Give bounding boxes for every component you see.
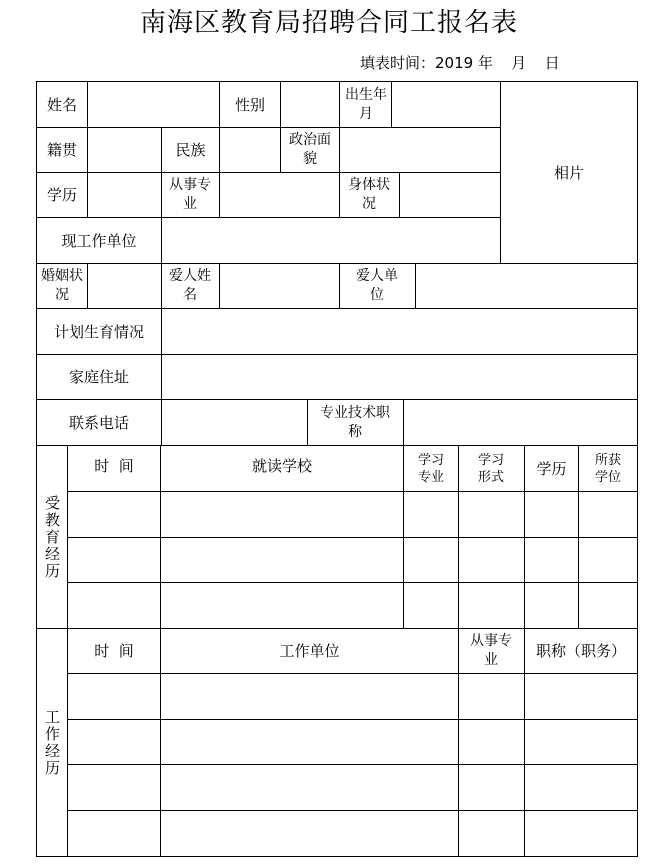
label-marital-status: 婚姻状况	[41, 268, 83, 303]
input-phone[interactable]	[162, 400, 307, 445]
edu-header-degree: 所获学位	[594, 452, 621, 485]
input-name[interactable]	[88, 82, 219, 127]
input-spouse-name[interactable]	[220, 264, 339, 308]
label-name: 姓名	[46, 95, 77, 114]
label-major-engaged: 从事专业	[169, 177, 211, 212]
edu-header-major: 学习专业	[417, 452, 444, 485]
edu-header-time: 时 间	[94, 457, 134, 475]
input-native-place[interactable]	[88, 128, 161, 172]
input-major-engaged[interactable]	[220, 173, 339, 217]
label-ethnicity: 民族	[175, 141, 206, 159]
education-section-label	[37, 446, 67, 628]
label-native-place: 籍贯	[46, 141, 77, 159]
edu-row-1[interactable]	[68, 492, 637, 537]
work-section-label	[37, 629, 67, 856]
work-header-major: 从事专业	[470, 633, 512, 668]
label-home-address: 家庭住址	[68, 368, 129, 386]
work-header-time: 时 间	[94, 642, 134, 660]
work-row-2[interactable]	[68, 720, 637, 764]
label-education: 学历	[46, 186, 77, 204]
edu-row-3[interactable]	[68, 583, 637, 628]
input-birth[interactable]	[392, 82, 500, 127]
fill-date-label: 填表时间：2019 年	[360, 54, 493, 72]
work-header-title: 职称（职务）	[535, 642, 626, 660]
label-spouse-employer: 爱人单位	[356, 268, 398, 303]
label-gender: 性别	[234, 95, 265, 114]
input-spouse-employer[interactable]	[416, 264, 637, 308]
input-current-employer[interactable]	[162, 218, 500, 263]
work-row-1[interactable]	[68, 674, 637, 719]
input-health[interactable]	[400, 173, 500, 217]
input-gender[interactable]	[281, 82, 339, 127]
input-professional-title[interactable]	[404, 400, 637, 445]
label-birth: 出生年月	[345, 86, 387, 122]
label-political-status: 政治面貌	[289, 132, 331, 167]
input-ethnicity[interactable]	[220, 128, 280, 172]
edu-row-2[interactable]	[68, 538, 637, 582]
edu-header-school: 就读学校	[251, 457, 312, 475]
education-section-text: 受教育经历	[43, 494, 61, 580]
edu-header-study-mode: 学习形式	[477, 452, 504, 485]
label-health: 身体状况	[348, 177, 390, 212]
input-home-address[interactable]	[162, 355, 637, 399]
input-political-status[interactable]	[340, 128, 500, 172]
photo-box: 相片	[553, 163, 584, 182]
work-row-3[interactable]	[68, 765, 637, 810]
input-marital-status[interactable]	[88, 264, 161, 308]
fill-date-month: 月	[511, 54, 527, 72]
input-education[interactable]	[88, 173, 161, 217]
work-header-employer: 工作单位	[279, 642, 340, 660]
label-phone: 联系电话	[68, 413, 129, 432]
label-family-planning: 计划生育情况	[53, 322, 144, 341]
form-title: 南海区教育局招聘合同工报名表	[139, 8, 518, 38]
work-row-4[interactable]	[68, 811, 637, 856]
fill-date-day: 日	[544, 54, 560, 72]
label-spouse-name: 爱人姓名	[169, 268, 211, 303]
work-section-text: 工作经历	[43, 708, 61, 777]
input-family-planning[interactable]	[162, 309, 637, 354]
label-professional-title: 专业技术职称	[320, 404, 390, 440]
edu-header-degree-level: 学历	[536, 459, 567, 478]
label-current-employer: 现工作单位	[61, 231, 137, 250]
